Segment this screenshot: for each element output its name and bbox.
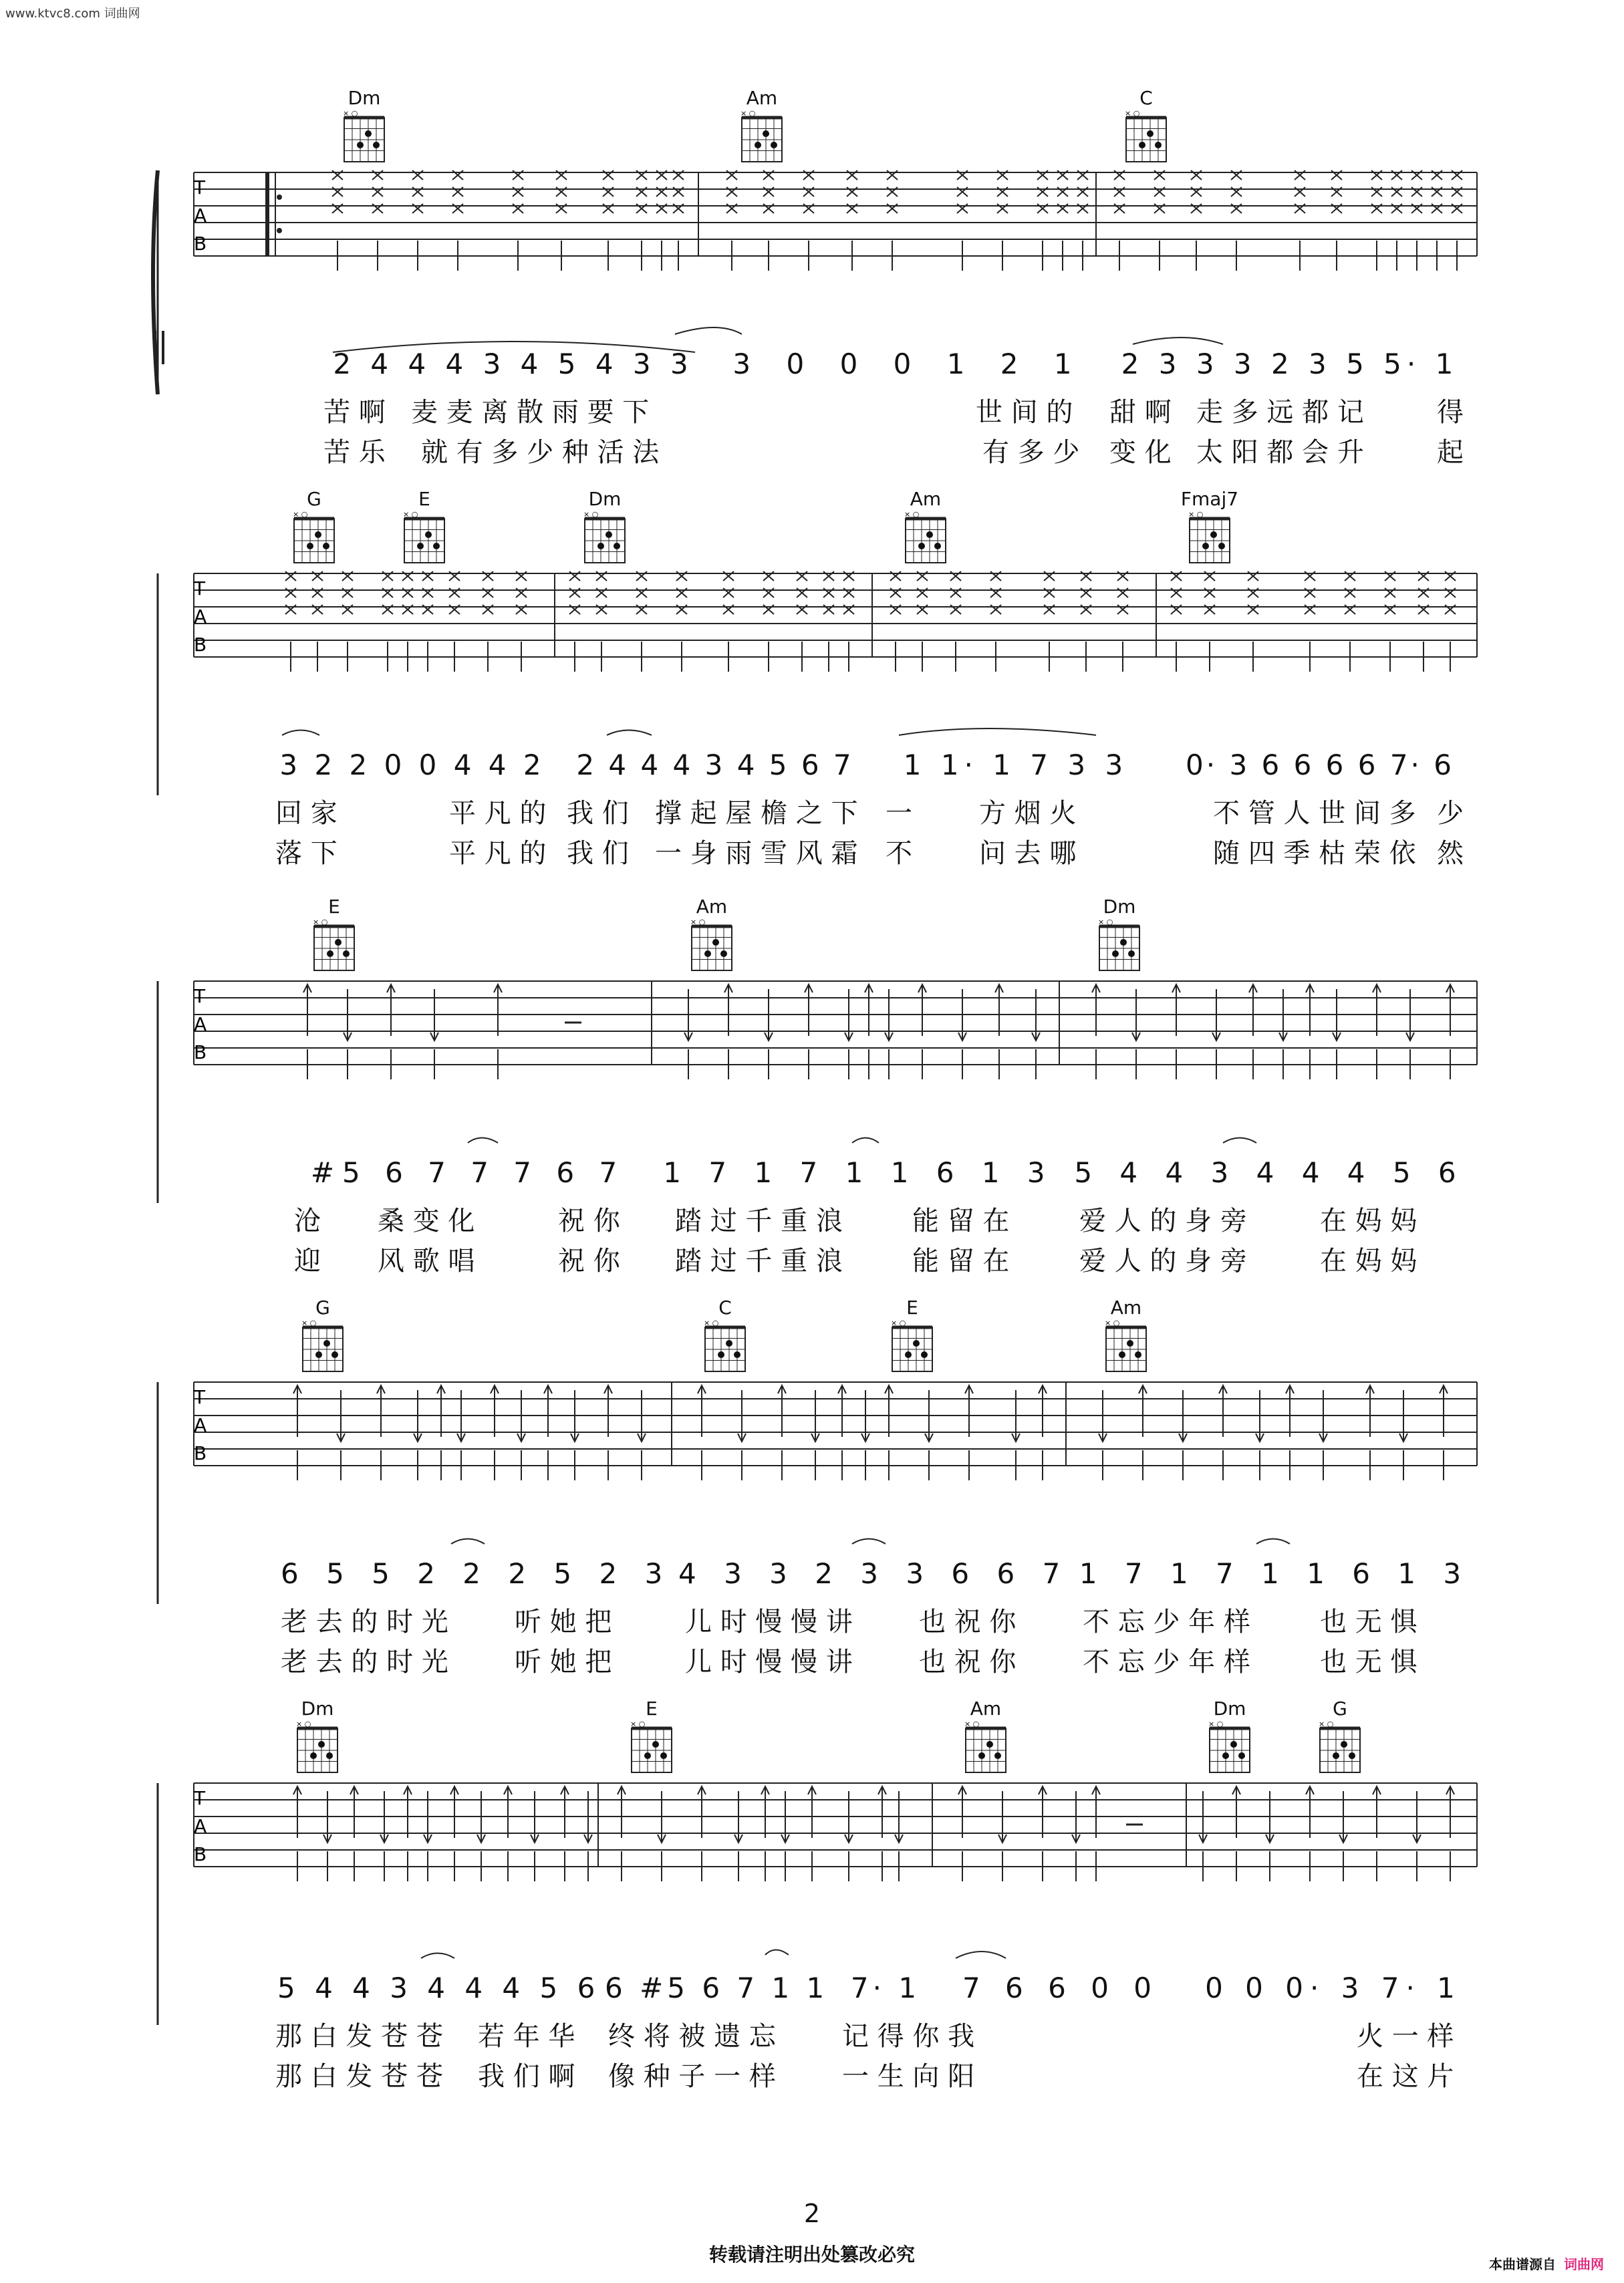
lyric: 火 一 样 bbox=[1357, 2021, 1454, 2052]
chord-diagram-e: E × ○ bbox=[615, 1698, 688, 1780]
lyric: 那 白 发 苍 苍 bbox=[275, 2061, 443, 2092]
svg-text:× ○: × ○ bbox=[630, 1720, 646, 1728]
notation-measure: 1 1· 1 7 3 3 bbox=[903, 749, 1129, 781]
chord-grid bbox=[1096, 1319, 1156, 1379]
notation-measure: 7· 1 bbox=[850, 1972, 921, 2004]
footer-note: 转载请注明出处篡改必究 bbox=[708, 2244, 915, 2266]
lyric: 也 无 惧 bbox=[1320, 1647, 1417, 1677]
svg-text:A: A bbox=[194, 1815, 207, 1837]
chord-grid bbox=[304, 918, 364, 978]
svg-text:B: B bbox=[194, 1442, 207, 1464]
lyric: 起 bbox=[1437, 437, 1464, 468]
svg-text:× ○: × ○ bbox=[1319, 1720, 1334, 1728]
notation-measure: 6 5 5 2 2 2 5 2 3 bbox=[281, 1557, 672, 1590]
chord-grid bbox=[682, 918, 742, 978]
chord-grid bbox=[575, 511, 635, 571]
lyric: 一 生 向 阳 bbox=[842, 2061, 975, 2092]
lyric: 平 凡 的 bbox=[449, 798, 547, 829]
lyric: 爱 人 的 身 旁 bbox=[1079, 1206, 1247, 1236]
svg-text:× ○: × ○ bbox=[313, 918, 328, 926]
lyric: 能 留 在 bbox=[912, 1206, 1010, 1236]
tab-letter-t: T bbox=[194, 176, 206, 198]
lyric: 然 bbox=[1437, 838, 1464, 869]
notation-measure: 2 4 4 4 3 4 5 6 7 bbox=[576, 749, 854, 781]
chord-diagram-am: Am × ○ bbox=[1089, 1297, 1163, 1379]
chord-grid bbox=[394, 511, 454, 571]
chord-grid bbox=[1116, 110, 1176, 170]
chord-grid bbox=[732, 110, 792, 170]
lyric: 祝 你 bbox=[558, 1206, 620, 1236]
chord-grid bbox=[882, 1319, 942, 1379]
lyric: 走 多 远 都 记 bbox=[1196, 397, 1364, 428]
lyric: 桑 变 化 bbox=[378, 1206, 475, 1236]
lyric: 像 种 子 一 样 bbox=[608, 2061, 776, 2092]
lyric: 也 无 惧 bbox=[1320, 1607, 1417, 1637]
lyric: 苦 啊 bbox=[323, 397, 386, 428]
svg-text:× ○: × ○ bbox=[1125, 110, 1140, 118]
svg-text:× ○: × ○ bbox=[296, 1720, 311, 1728]
lyric: 踏 过 千 重 浪 bbox=[675, 1206, 843, 1236]
chord-grid bbox=[1310, 1720, 1370, 1780]
svg-text:B: B bbox=[194, 1843, 207, 1865]
svg-text:A: A bbox=[194, 1013, 207, 1035]
chord-grid bbox=[334, 110, 394, 170]
chord-diagram-g: G × ○ bbox=[1303, 1698, 1377, 1780]
chord-grid bbox=[896, 511, 956, 571]
chord-grid bbox=[1200, 1720, 1260, 1780]
svg-text:× ○: × ○ bbox=[964, 1720, 980, 1728]
lyric: 一 身 雨 雪 风 霜 bbox=[655, 838, 858, 869]
lyric: 世 间 的 bbox=[976, 397, 1073, 428]
notation-measure: 5 4 4 3 4 4 4 5 6 bbox=[1074, 1156, 1466, 1189]
lyric: 不 忘 少 年 样 bbox=[1083, 1607, 1250, 1637]
svg-text:T: T bbox=[194, 1386, 206, 1408]
lyric: 沧 bbox=[294, 1206, 321, 1236]
notation-measure: 3 0 0 0 1 2 1 bbox=[732, 348, 1085, 380]
lyric: 那 白 发 苍 苍 bbox=[275, 2021, 443, 2052]
lyric: 回 家 bbox=[275, 798, 337, 829]
lyric: 苦 乐 bbox=[323, 437, 386, 468]
svg-text:× ○: × ○ bbox=[293, 511, 308, 519]
svg-text:T: T bbox=[194, 1787, 206, 1809]
lyric: 听 她 把 bbox=[515, 1607, 612, 1637]
notation-measure: 4 3 3 2 3 3 6 6 7 bbox=[678, 1557, 1070, 1590]
notation-measure: 3 2 2 0 0 4 4 2 bbox=[279, 749, 545, 781]
lyric: 问 去 哪 bbox=[979, 838, 1077, 869]
lyric: 爱 人 的 身 旁 bbox=[1079, 1246, 1247, 1277]
chord-grid bbox=[287, 1720, 348, 1780]
svg-text:T: T bbox=[194, 577, 206, 599]
lyric: 有 多 少 bbox=[982, 437, 1080, 468]
lyric: 撑 起 屋 檐 之 下 bbox=[655, 798, 858, 829]
notation-measure: 6 #5 6 7 1 1 bbox=[605, 1972, 829, 2004]
chord-diagram-dm: Dm × ○ bbox=[1083, 896, 1156, 978]
chord-diagram-g: G × ○ bbox=[286, 1297, 360, 1379]
tab-letter-a: A bbox=[194, 205, 207, 227]
svg-text:× ○: × ○ bbox=[1105, 1319, 1120, 1327]
chord-diagram-am: Am × ○ bbox=[725, 87, 799, 170]
svg-text:× ○: × ○ bbox=[403, 511, 418, 519]
site-logo: 词曲网 bbox=[1564, 2256, 1604, 2272]
lyric: 也 祝 你 bbox=[919, 1647, 1017, 1677]
chord-diagram-dm: Dm × ○ bbox=[1193, 1698, 1266, 1780]
lyric: 方 烟 火 bbox=[979, 798, 1077, 829]
lyric: 太 阳 都 会 升 bbox=[1196, 437, 1364, 468]
lyric: 也 祝 你 bbox=[919, 1607, 1017, 1637]
lyric: 在 这 片 bbox=[1357, 2061, 1454, 2092]
chord-diagram-c: C × ○ bbox=[1109, 87, 1183, 170]
lyric: 听 她 把 bbox=[515, 1647, 612, 1677]
chord-diagram-fmaj7: Fmaj7 × ○ bbox=[1173, 488, 1246, 571]
lyric: 得 bbox=[1437, 397, 1464, 428]
page-number: 2 bbox=[803, 2199, 821, 2228]
lyric: 终 将 被 遗 忘 bbox=[608, 2021, 776, 2052]
lyric: 在 妈 妈 bbox=[1320, 1206, 1417, 1236]
lyric: 若 年 华 bbox=[478, 2021, 575, 2052]
svg-text:× ○: × ○ bbox=[904, 511, 920, 519]
notation-measure: 0 0 0· 3 7· 1 bbox=[1205, 1972, 1462, 2004]
svg-text:× ○: × ○ bbox=[690, 918, 706, 926]
chord-diagram-dm: Dm × ○ bbox=[568, 488, 642, 571]
svg-text:B: B bbox=[194, 634, 207, 656]
notation-measure: 5 4 4 3 4 4 4 5 6 bbox=[277, 1972, 601, 2004]
lyric: 儿 时 慢 慢 讲 bbox=[685, 1607, 853, 1637]
lyric: 平 凡 的 bbox=[449, 838, 547, 869]
svg-text:T: T bbox=[194, 985, 206, 1007]
lyric: 随 四 季 枯 荣 依 bbox=[1213, 838, 1416, 869]
chord-diagram-e: E × ○ bbox=[388, 488, 461, 571]
site-header: www.ktvc8.com 词曲网 bbox=[5, 7, 140, 21]
chord-diagram-g: G × ○ bbox=[277, 488, 351, 571]
lyric: 就 有 多 少 种 活 法 bbox=[421, 437, 660, 468]
chord-diagram-dm: Dm × ○ bbox=[281, 1698, 354, 1780]
notation-measure: 1 7 1 7 1 1 6 1 3 bbox=[663, 1156, 1055, 1189]
tab-letter-b: B bbox=[194, 233, 207, 255]
lyric: 能 留 在 bbox=[912, 1246, 1010, 1277]
lyric: 老 去 的 时 光 bbox=[281, 1607, 448, 1637]
chord-diagram-e: E × ○ bbox=[297, 896, 371, 978]
svg-text:A: A bbox=[194, 606, 207, 628]
chord-grid bbox=[956, 1720, 1016, 1780]
lyric: 不 忘 少 年 样 bbox=[1083, 1647, 1250, 1677]
svg-text:× ○: × ○ bbox=[343, 110, 358, 118]
chord-diagram-am: Am × ○ bbox=[675, 896, 749, 978]
svg-text:× ○: × ○ bbox=[740, 110, 756, 118]
chord-diagram-e: E × ○ bbox=[875, 1297, 949, 1379]
chord-grid bbox=[1180, 511, 1240, 571]
lyric: 踏 过 千 重 浪 bbox=[675, 1246, 843, 1277]
lyric: 落 下 bbox=[275, 838, 337, 869]
notation-measure: #5 6 7 7 7 6 7 bbox=[310, 1156, 626, 1189]
notation-measure: 1 7 1 7 1 1 6 1 3 bbox=[1079, 1557, 1471, 1590]
chord-grid bbox=[695, 1319, 755, 1379]
chord-diagram-am: Am × ○ bbox=[949, 1698, 1023, 1780]
svg-text:× ○: × ○ bbox=[1098, 918, 1113, 926]
lyric: 老 去 的 时 光 bbox=[281, 1647, 448, 1677]
lyric: 迎 bbox=[294, 1246, 321, 1277]
lyric: 记 得 你 我 bbox=[842, 2021, 975, 2052]
notation-measure: 7 6 6 0 0 bbox=[962, 1972, 1160, 2004]
lyric: 祝 你 bbox=[558, 1246, 620, 1277]
svg-text:× ○: × ○ bbox=[704, 1319, 719, 1327]
notation-measure: 2 4 4 4 3 4 5 4 3 3 bbox=[333, 348, 694, 380]
svg-text:× ○: × ○ bbox=[301, 1319, 317, 1327]
chord-grid bbox=[622, 1720, 682, 1780]
lyric: 在 妈 妈 bbox=[1320, 1246, 1417, 1277]
chord-grid bbox=[293, 1319, 353, 1379]
lyric: 一 bbox=[886, 798, 912, 829]
lyric: 不 bbox=[886, 838, 912, 869]
footer-source-text: 本曲谱源自 bbox=[1489, 2256, 1556, 2272]
lyric: 甜 啊 bbox=[1109, 397, 1172, 428]
lyric: 我 们 啊 bbox=[478, 2061, 575, 2092]
chord-diagram-dm: Dm × ○ bbox=[327, 87, 401, 170]
svg-text:× ○: × ○ bbox=[1208, 1720, 1224, 1728]
lyric: 儿 时 慢 慢 讲 bbox=[685, 1647, 853, 1677]
svg-text:× ○: × ○ bbox=[1188, 511, 1204, 519]
lyric: 不 管 人 世 间 多 bbox=[1213, 798, 1416, 829]
lyric: 风 歌 唱 bbox=[378, 1246, 475, 1277]
svg-text:× ○: × ○ bbox=[583, 511, 599, 519]
lyric: 我 们 bbox=[567, 838, 629, 869]
chord-diagram-am: Am × ○ bbox=[889, 488, 962, 571]
svg-text:× ○: × ○ bbox=[891, 1319, 906, 1327]
lyric: 少 bbox=[1437, 798, 1464, 829]
chord-diagram-c: C × ○ bbox=[688, 1297, 762, 1379]
notation-measure: 0· 3 6 6 6 6 7· 6 bbox=[1186, 749, 1454, 781]
lyric: 麦 麦 离 散 雨 要 下 bbox=[411, 397, 650, 428]
svg-text:B: B bbox=[194, 1041, 207, 1063]
svg-text:A: A bbox=[194, 1414, 207, 1436]
chord-grid bbox=[284, 511, 344, 571]
lyric: 变 化 bbox=[1109, 437, 1172, 468]
lyric: 我 们 bbox=[567, 798, 629, 829]
footer-source bbox=[1489, 2254, 1604, 2273]
chord-grid bbox=[1089, 918, 1149, 978]
notation-measure: 2 3 3 3 2 3 5 5· 1 bbox=[1121, 348, 1459, 380]
